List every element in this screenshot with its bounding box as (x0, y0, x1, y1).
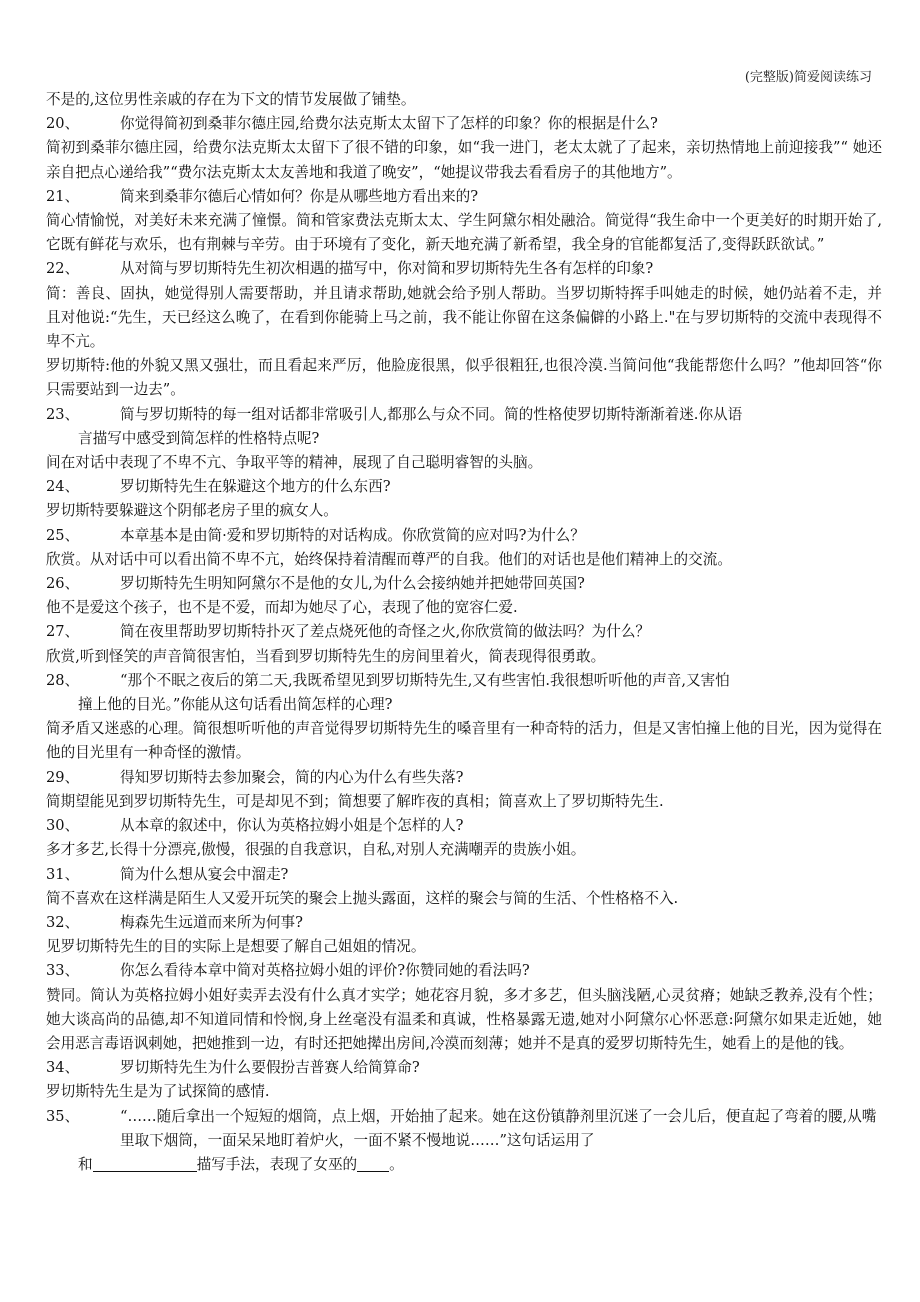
question-number: 22、 (46, 260, 80, 278)
question-number: 28、 (46, 671, 80, 689)
question-number: 27、 (46, 623, 80, 641)
question-text-continued: 撞上他的目光。”你能从这句话看出简怎样的心理? (78, 696, 393, 714)
question (46, 959, 882, 983)
answer-text: 不是的,这位男性亲戚的存在为下文的情节发展做了铺垫。 (46, 91, 416, 108)
question-text: 罗切斯特先生为什么要假扮吉普赛人给简算命? (120, 1059, 420, 1077)
question (46, 257, 882, 281)
question-number: 25、 (46, 526, 80, 544)
question-number: 33、 (46, 962, 80, 980)
question (46, 911, 882, 935)
question-text: 简在夜里帮助罗切斯特扑灭了差点烧死他的奇怪之火,你欣赏简的做法吗？为什么？ (120, 623, 651, 641)
question-number: 23、 (46, 405, 80, 423)
question-text: 本章基本是由简·爱和罗切斯特的对话构成。你欣赏简的应对吗?为什么？ (120, 526, 585, 544)
question-35 (46, 1105, 882, 1153)
question (46, 403, 882, 427)
question-number: 20、 (46, 115, 80, 133)
question-text: 罗切斯特先生在躲避这个地方的什么东西? (120, 478, 391, 496)
question-number: 29、 (46, 768, 80, 786)
question-text (120, 1105, 882, 1153)
answer-text: 简矛盾又迷惑的心理。简很想听听他的声音觉得罗切斯特先生的嗓音里有一种奇特的活力，但是又害怕撞上他的目光，因为觉得在他的目光里有一种奇怪的激情。 (46, 720, 882, 762)
question (46, 766, 882, 790)
question-text: 简为什么想从宴会中溜走? (120, 865, 289, 883)
question-text: 梅森先生远道而来所为何事? (120, 913, 303, 931)
question (46, 1056, 882, 1080)
answer-text: 罗切斯特要躲避这个阴郁老房子里的疯女人。 (46, 502, 338, 520)
question (46, 814, 882, 838)
question-number: 21、 (46, 187, 80, 205)
question-text: 从对简与罗切斯特先生初次相遇的描写中，你对简和罗切斯特先生各有怎样的印象? (120, 260, 654, 278)
answer-text: 简初到桑菲尔德庄园，给费尔法克斯太太留下了很不错的印象，如“我一进门，老太太就了了起来，亲切热情地上前迎接我”“ 她还亲自把点心递给我”“费尔法克斯太太友善地和我道了晚安”，“她提议带我去看看房子的其他地方”。 (46, 139, 882, 181)
question-number: 34、 (46, 1059, 80, 1077)
answer-text: 赞同。简认为英格拉姆小姐好卖弄去没有什么真才实学；她花容月貌，多才多艺，但头脑浅陋,心灵贫瘠；她缺乏教养,没有个性；她大谈高尚的品德,却不知道同情和怜悯,身上丝毫没有温柔和真诚，性格暴露无遗,她对小阿黛尔心怀恶意:阿黛尔如果走近她，她会用恶言毒语讽刺她，把她推到一边，有时还把她撵出房间,冷漠而刻薄；她并不是真的爱罗切斯特先生，她看上的是他的钱。 (46, 986, 882, 1052)
question-number: 32、 (46, 913, 80, 931)
question (46, 185, 882, 209)
answer-blank-2[interactable] (357, 1155, 389, 1172)
question-number: 30、 (46, 817, 80, 835)
question-text: 得知罗切斯特去参加聚会，简的内心为什么有些失落? (120, 768, 464, 786)
question-text: 你觉得简初到桑菲尔德庄园,给费尔法克斯太太留下了怎样的印象？你的根据是什么? (120, 115, 658, 133)
answer-text: 他不是爱这个孩子，也不是不爱，而却为她尽了心，表现了他的宽容仁爱. (46, 599, 518, 617)
question (46, 669, 882, 693)
answer-text: 多才多艺,长得十分漂亮,傲慢，很强的自我意识，自私,对别人充满嘲弄的贵族小姐。 (46, 841, 586, 859)
question (46, 524, 882, 548)
question (46, 863, 882, 887)
mid-text: 描写手法，表现了女巫的 (196, 1155, 358, 1173)
answer-text: 罗切斯特:他的外貌又黑又强壮，而且看起来严厉，他脸庞很黑，似乎很粗狂,也很冷漠.当简问他“我能帮您什么吗？”他却回答“你只需要站到一边去”。 (46, 357, 882, 399)
answer-text: 简期望能见到罗切斯特先生，可是却见不到；简想要了解昨夜的真相；简喜欢上了罗切斯特先生. (46, 792, 664, 810)
document-body (46, 88, 882, 1177)
question-text: 简来到桑菲尔德后心情如何？你是从哪些地方看出来的? (120, 187, 479, 205)
question-text: “那个不眠之夜后的第二天,我既希望见到罗切斯特先生,又有些害怕.我很想听听他的声音,又害怕 (120, 671, 730, 689)
question-text: 你怎么看待本章中简对英格拉姆小姐的评价?你赞同她的看法吗? (120, 962, 530, 980)
answer-text: 见罗切斯特先生的目的实际上是想要了解自己姐姐的情况。 (46, 938, 426, 956)
end-text: 。 (389, 1155, 404, 1173)
answer-text: 间在对话中表现了不卑不亢、争取平等的精神，展现了自己聪明睿智的头脑。 (46, 454, 543, 472)
question-text: 简与罗切斯特的每一组对话都非常吸引人,都那么与众不同。简的性格使罗切斯特渐渐着迷.你从语 (120, 405, 743, 423)
answer-text: 简：善良、固执，她觉得别人需要帮助，并且请求帮助,她就会给予别人帮助。当罗切斯特挥手叫她走的时候，她仍站着不走，并且对他说:“先生，天已经这么晚了，在看到你能骑上马之前，我不能让你留在这条偏僻的小路上."在与罗切斯特的交流中表现得不卑不亢。 (46, 284, 882, 351)
question-text: 罗切斯特先生明知阿黛尔不是他的女儿,为什么会接纳她并把她带回英国? (120, 575, 585, 593)
question-35-blanks (46, 1153, 882, 1177)
question-number: 35、 (46, 1107, 80, 1125)
and-text: 和 (78, 1155, 93, 1173)
answer-text: 欣赏。从对话中可以看出简不卑不亢，始终保持着清醒而尊严的自我。他们的对话也是他们精神上的交流。 (46, 550, 732, 568)
question-number: 31、 (46, 865, 80, 883)
answer-text: 罗切斯特先生是为了试探简的感情. (46, 1083, 270, 1101)
question-number: 26、 (46, 575, 80, 593)
answer-text: 简不喜欢在这样满是陌生人又爱开玩笑的聚会上抛头露面，这样的聚会与简的生活、个性格格不入. (46, 889, 679, 907)
question-text: 从本章的叙述中，你认为英格拉姆小姐是个怎样的人? (120, 817, 464, 835)
answer-blank-1[interactable] (93, 1155, 197, 1172)
answer-text: 欣赏,听到怪笑的声音简很害怕，当看到罗切斯特先生的房间里着火，简表现得很勇敢。 (46, 647, 606, 665)
answer-text: 简心情愉悦，对美好未来充满了憧憬。简和管家费法克斯太太、学生阿黛尔相处融洽。简觉得“我生命中一个更美好的时期开始了,它既有鲜花与欢乐，也有荆棘与辛劳。由于环境有了变化，新天地充满了新希望，我全身的官能都复活了,变得跃跃欲试。” (46, 212, 882, 254)
page-header: (完整版)简爱阅读练习 (744, 70, 872, 85)
question-number: 24、 (46, 478, 80, 496)
question (46, 112, 882, 136)
question-35-text: “……随后拿出一个短短的烟筒，点上烟，开始抽了起来。她在这份镇静剂里沉迷了一会儿后，便直起了弯着的腰,从嘴里取下烟筒，一面呆呆地盯着炉火，一面不紧不慢地说……”这句话运用了 (120, 1107, 877, 1149)
question (46, 620, 882, 644)
question (46, 572, 882, 596)
question-text-continued: 言描写中感受到简怎样的性格特点呢? (78, 429, 320, 447)
question (46, 475, 882, 499)
